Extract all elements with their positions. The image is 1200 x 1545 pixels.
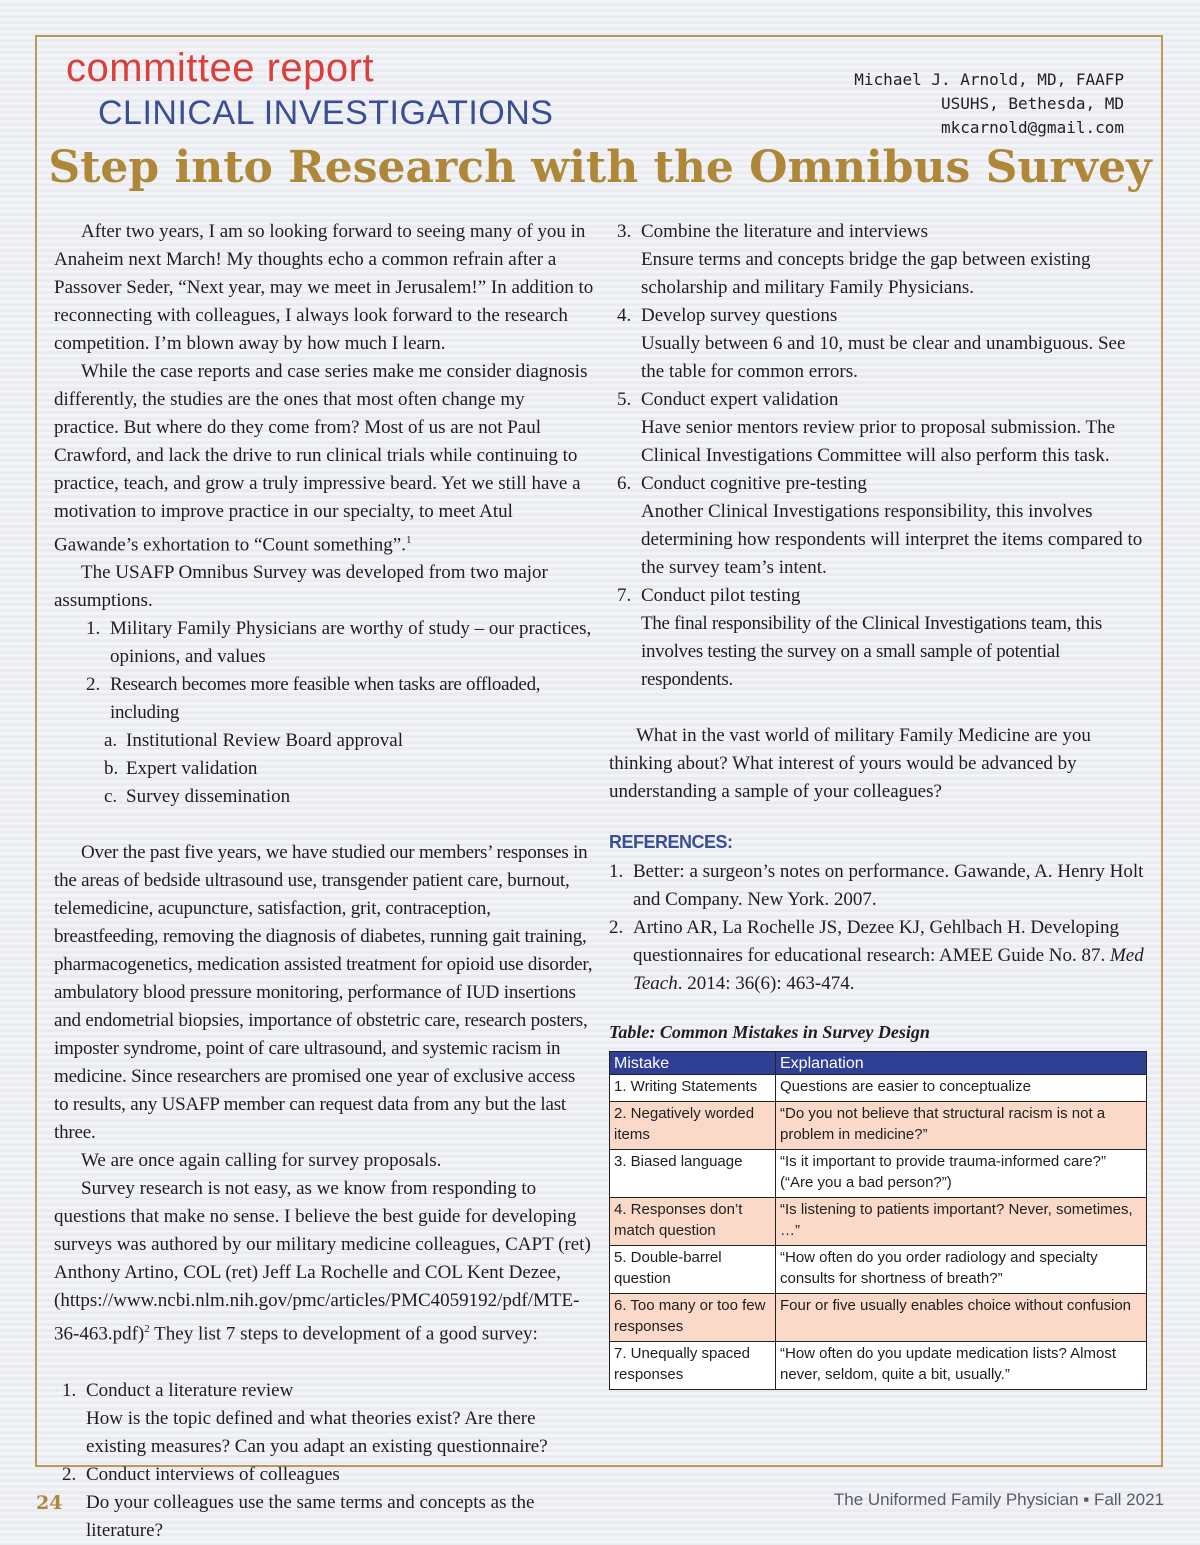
explanation-cell: “How often do you order radiology and specialty consults for shortness of breath?” — [776, 1246, 1147, 1294]
mistake-cell: 6. Too many or too few responses — [610, 1294, 776, 1342]
step-title: Conduct expert validation — [641, 389, 839, 410]
step-number: 2. — [62, 1463, 77, 1485]
kicker-committee-report: committee report — [66, 46, 375, 90]
step-number: 7. — [617, 585, 632, 606]
mistake-cell: 7. Unequally spaced responses — [610, 1342, 776, 1390]
column-header-mistake: Mistake — [610, 1052, 776, 1075]
table-row — [610, 1342, 1147, 1390]
table-row — [610, 1198, 1147, 1246]
author-affiliation: USUHS, Bethesda, MD — [940, 94, 1124, 113]
explanation-cell: “Do you not believe that structural racism is not a problem in medicine?” — [776, 1102, 1147, 1150]
table-row — [610, 1246, 1147, 1294]
paragraph-closing: What in the vast world of military Family Medicine are you thinking about? What interest of yours would be advanced by understanding a sample of your colleagues? — [609, 725, 1091, 802]
reference-item — [609, 858, 1149, 914]
step-number: 4. — [617, 305, 632, 326]
assumption-item — [54, 671, 594, 727]
explanation-cell: “How often do you update medication lists? Almost never, seldom, quite a bit, usually.” — [776, 1342, 1147, 1390]
table-row — [610, 1150, 1147, 1198]
mistake-cell: 3. Biased language — [610, 1150, 776, 1198]
step-title: Develop survey questions — [641, 305, 838, 326]
step-title: Conduct cognitive pre-testing — [641, 473, 867, 494]
step-number: 5. — [617, 389, 632, 410]
sub-item — [54, 755, 594, 783]
author-block — [854, 68, 1124, 140]
step-item — [609, 582, 1149, 694]
step-number: 6. — [617, 473, 632, 494]
reference-text: Better: a surgeon’s notes on performance. Gawande, A. Henry Holt and Company. New York. 2007. — [633, 861, 1144, 910]
right-column — [609, 218, 1149, 1390]
section-name: CLINICAL INVESTIGATIONS — [98, 94, 554, 132]
sub-item-text: Expert validation — [126, 758, 258, 780]
step-description: How is the topic defined and what theories exist? Are there existing measures? Can you adapt an existing questionnaire? — [86, 1407, 548, 1457]
author-email[interactable]: mkcarnold@gmail.com — [940, 118, 1124, 137]
mistake-cell: 2. Negatively worded items — [610, 1102, 776, 1150]
paragraph-steps-intro: They list 7 steps to development of a good survey: — [154, 1323, 538, 1345]
paragraph-topics: Over the past five years, we have studied our members’ responses in the areas of bedside ultrasound use, transgender patient care, burnout, telemedicine, acupuncture, satisfaction, grit, contraception, breastfeeding, removing the diagnosis of diabetes, running gait training, pharmacogenetics, medication assisted treatment for opioid use disorder, ambulatory blood pressure monitoring, performance of IUD insertions and endometrial biopsies, importance of obstetric care, research posters, imposter syndrome, point of care ultrasound, and systemic racism in medicine. Since researchers are promised one year of exclusive access to results, any USAFP member can request data from any but the last three. — [54, 842, 593, 1144]
step-title: Conduct a literature review — [86, 1379, 294, 1401]
step-item — [609, 470, 1149, 582]
sub-item-letter: b. — [104, 758, 119, 780]
sub-item-letter: c. — [104, 786, 118, 808]
reference-text-a: Artino AR, La Rochelle JS, Dezee KJ, Gehlbach H. Developing questionnaires for educational research: AMEE Guide No. 87. — [633, 917, 1119, 966]
sub-item — [54, 783, 594, 811]
reference-number: 2. — [609, 917, 624, 938]
step-title: Conduct pilot testing — [641, 585, 801, 606]
sub-item — [54, 727, 594, 755]
step-description: Usually between 6 and 10, must be clear and unambiguous. See the table for common errors. — [641, 333, 1126, 382]
column-header-explanation: Explanation — [776, 1052, 1147, 1075]
table-header-row — [610, 1052, 1147, 1075]
step-number: 1. — [62, 1379, 77, 1401]
sub-item-text: Survey dissemination — [126, 786, 291, 808]
step-item — [54, 1377, 594, 1461]
step-item — [54, 1461, 594, 1545]
explanation-cell: “Is listening to patients important? Never, sometimes, …” — [776, 1198, 1147, 1246]
step-item — [609, 386, 1149, 470]
reference-text-b: . 2014: 36(6): 463-474. — [677, 973, 855, 994]
citation-2: 2 — [144, 1323, 150, 1336]
paragraph-intro: After two years, I am so looking forward to seeing many of you in Anaheim next March! My thoughts echo a common refrain after a Passover Seder, “Next year, may we meet in Jerusalem!” In addition to reconnecting with colleagues, I always look forward to the research competition. I’m blown away by how much I learn. — [54, 221, 594, 354]
explanation-cell: Questions are easier to conceptualize — [776, 1075, 1147, 1102]
reference-journal: Med Teach — [633, 945, 1144, 994]
article-title: Step into Research with the Omnibus Survey — [48, 142, 1152, 193]
assumption-item — [54, 615, 594, 671]
step-description: Do your colleagues use the same terms and concepts as the literature? — [86, 1491, 535, 1541]
reference-text — [633, 914, 1149, 998]
explanation-cell: “Is it important to provide trauma-informed care?” (“Are you a bad person?”) — [776, 1150, 1147, 1198]
step-description: Have senior mentors review prior to proposal submission. The Clinical Investigations Committee will also perform this task. — [641, 417, 1116, 466]
left-column — [54, 218, 594, 1545]
step-title: Conduct interviews of colleagues — [86, 1463, 340, 1485]
step-item — [609, 302, 1149, 386]
mistake-cell: 5. Double-barrel question — [610, 1246, 776, 1294]
author-name: Michael J. Arnold, MD, FAAFP — [854, 70, 1124, 89]
assumption-number: 2. — [86, 674, 101, 696]
citation-1: 1 — [405, 534, 412, 546]
paragraph-studies — [54, 358, 594, 559]
page-number: 24 — [36, 1492, 63, 1514]
table-row — [610, 1102, 1147, 1150]
step-number: 3. — [617, 221, 632, 242]
mistakes-table — [609, 1051, 1147, 1390]
table-row — [610, 1294, 1147, 1342]
step-title: Combine the literature and interviews — [641, 221, 929, 242]
table-row — [610, 1075, 1147, 1102]
mistake-cell: 1. Writing Statements — [610, 1075, 776, 1102]
paragraph-guide-text: Survey research is not easy, as we know from responding to questions that make no sense. I believe the best guide for developing surveys was authored by our military medicine colleagues, CAPT (ret) Anthony Artino, COL (ret) Jeff La Rochelle and COL Kent Dezee, (https://www.ncbi.nlm.nih.gov/pmc/articles/PMC4059192/pdf/MTE-36-463.pdf) — [54, 1178, 591, 1345]
paragraph-studies-text: While the case reports and case series make me consider diagnosis differently, the studies are the ones that most often change my practice. But where do they come from? Most of us are not Paul Crawford, and lack the drive to run clinical trials while continuing to practice, teach, and grow a truly impressive beard. Yet we still have a motivation to improve practice in our specialty, to meet Atul Gawande’s exhortation to “Count something”. — [54, 361, 588, 556]
step-item — [609, 218, 1149, 302]
publication-name: The Uniformed Family Physician ▪ Fall 2021 — [833, 1490, 1164, 1509]
references-heading: REFERENCES: — [609, 832, 733, 852]
sub-item-letter: a. — [104, 730, 118, 752]
step-description: The final responsibility of the Clinical Investigations team, this involves testing the survey on a small sample of potential respondents. — [641, 613, 1102, 690]
reference-number: 1. — [609, 861, 624, 882]
reference-item — [609, 914, 1149, 998]
paragraph-guide — [54, 1175, 594, 1348]
sub-item-text: Institutional Review Board approval — [126, 730, 404, 752]
assumption-text: Military Family Physicians are worthy of study – our practices, opinions, and values — [110, 618, 592, 668]
paragraph-assumptions: The USAFP Omnibus Survey was developed from two major assumptions. — [54, 562, 548, 612]
paragraph-call: We are once again calling for survey proposals. — [81, 1150, 442, 1172]
assumption-text: Research becomes more feasible when tasks are offloaded, including — [110, 674, 541, 724]
explanation-cell: Four or five usually enables choice without confusion — [776, 1294, 1147, 1342]
step-description: Ensure terms and concepts bridge the gap between existing scholarship and military Family Physicians. — [641, 249, 1091, 298]
step-description: Another Clinical Investigations responsibility, this involves determining how respondents will interpret the items compared to the survey team’s intent. — [641, 501, 1143, 578]
table-caption: Table: Common Mistakes in Survey Design — [609, 1022, 930, 1042]
mistake-cell: 4. Responses don’t match question — [610, 1198, 776, 1246]
assumption-number: 1. — [86, 618, 101, 640]
